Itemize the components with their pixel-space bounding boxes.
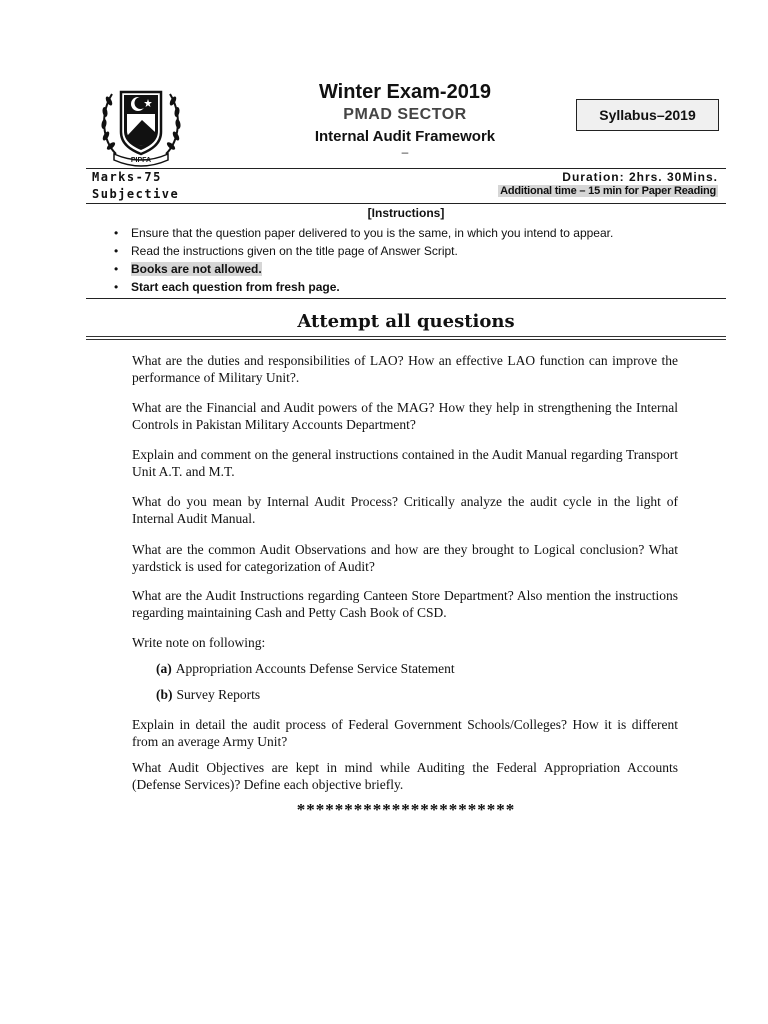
double-divider [86,336,726,340]
instruction-text: Start each question from fresh page. [131,280,340,294]
instructions-list [114,224,613,296]
instruction-item [114,260,613,278]
marks-label: Marks-75 [92,170,162,184]
syllabus-badge [576,99,719,131]
bullet-icon: • [114,244,119,258]
bullet-icon: • [114,262,119,276]
sub-item-text: Appropriation Accounts Defense Service Statement [175,661,455,676]
instruction-item [114,242,613,260]
instruction-text: Ensure that the question paper delivered to you is the same, in which you intend to appear. [131,226,614,240]
sub-item-marker: (a) [156,661,172,676]
bullet-icon: • [114,226,119,240]
question-7: Write note on following: [132,635,266,650]
title-dash: – [401,145,409,159]
question-8: Explain in detail the audit process of Federal Government Schools/Colleges? How it is different from an average Army Unit? [132,717,678,749]
additional-time-label: Additional time – 15 min for Paper Reading [500,185,716,197]
subject-title: Internal Audit Framework [314,128,496,145]
sub-item-a [156,660,455,677]
sector-title: PMAD SECTOR [343,106,467,123]
instruction-text: Books are not allowed. [131,262,262,276]
duration-label: Duration: 2hrs. 30Mins. [562,170,718,184]
question-1: What are the duties and responsibilities of LAO? How an effective LAO function can improve the performance of Military Unit?. [132,353,678,385]
section-heading: Attempt all questions [297,311,515,332]
bullet-icon: • [114,280,119,294]
divider [86,203,726,204]
question-5: What are the common Audit Observations and how are they brought to Logical conclusion? What yardstick is used for categorization of Audit? [132,542,678,574]
instructions-heading: [Instructions] [367,206,445,220]
instruction-item [114,278,613,296]
sub-item-marker: (b) [156,687,173,702]
logo-text: PIPFA [130,157,152,164]
instruction-text: Read the instructions given on the title page of Answer Script. [131,244,458,258]
pipfa-logo [96,74,186,168]
paper-type-label: Subjective [92,187,180,201]
syllabus-label: Syllabus–2019 [599,107,696,123]
divider [86,168,726,169]
end-marker: *********************** [296,800,516,819]
question-3: Explain and comment on the general instructions contained in the Audit Manual regarding Transport Unit A.T. and M.T. [132,447,678,479]
question-4: What do you mean by Internal Audit Process? Critically analyze the audit cycle in the light of Internal Audit Manual. [132,494,678,526]
question-6: What are the Audit Instructions regarding Canteen Store Department? Also mention the instructions regarding maintaining Cash and Petty Cash Book of CSD. [132,588,678,620]
sub-item-text: Survey Reports [176,687,261,702]
exam-title: Winter Exam-2019 [318,81,492,103]
instruction-item [114,224,613,242]
question-2: What are the Financial and Audit powers of the MAG? How they help in strengthening the Internal Controls in Pakistan Military Accounts Department? [132,400,678,432]
question-9: What Audit Objectives are kept in mind while Auditing the Federal Appropriation Accounts (Defense Services)? Define each objective briefly. [132,760,678,792]
divider [86,298,726,299]
sub-item-b [156,686,260,703]
